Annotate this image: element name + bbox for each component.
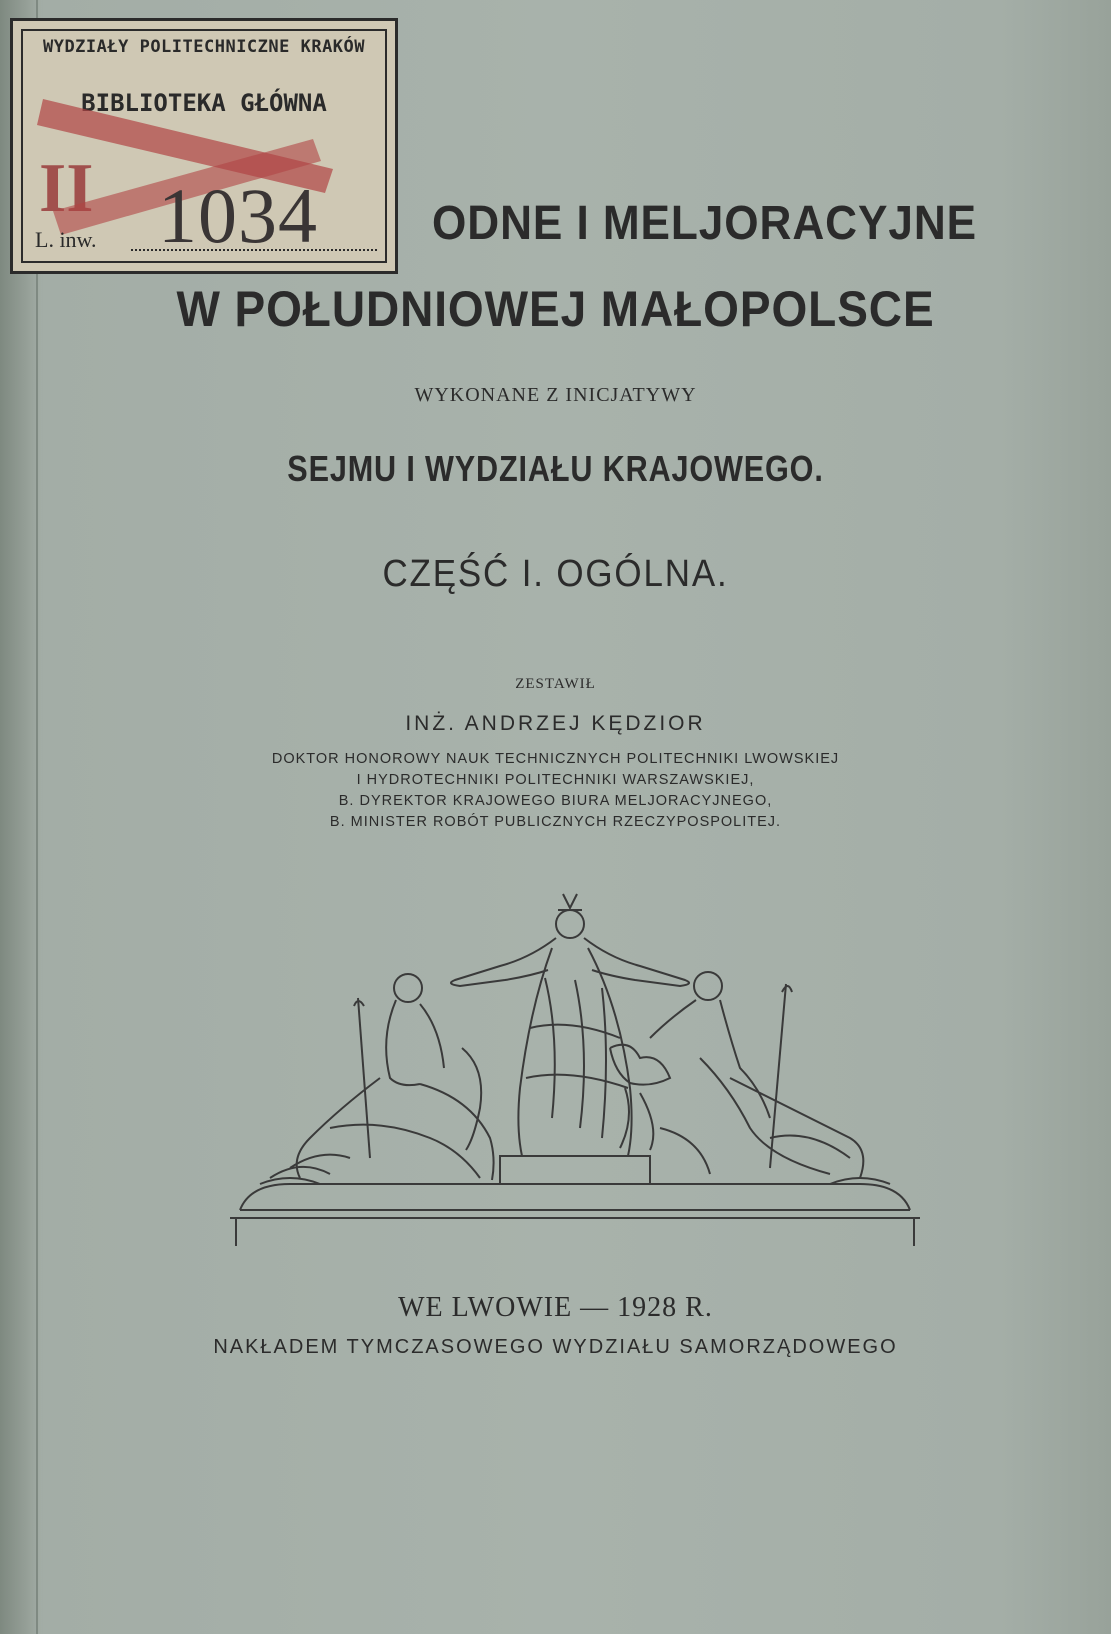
subtitle-line-2: SEJMU I WYDZIAŁU KRAJOWEGO. bbox=[287, 448, 824, 489]
author-credential: DOKTOR HONOROWY NAUK TECHNICZNYCH POLITECHNIKI LWOWSKIEJ bbox=[271, 751, 840, 767]
author-credential: I HYDROTECHNIKI POLITECHNIKI WARSZAWSKIEJ, bbox=[356, 772, 755, 788]
author-name: INŻ. ANDRZEJ KĘDZIOR bbox=[405, 712, 706, 735]
library-stamp-label bbox=[10, 18, 398, 274]
stamp-institution: WYDZIAŁY POLITECHNICZNE KRAKÓW bbox=[42, 37, 366, 57]
compiled-by-label: ZESTAWIŁ bbox=[515, 676, 596, 692]
stamp-library-name: BIBLIOTEKA GŁÓWNA bbox=[81, 89, 327, 117]
author-credential: B. MINISTER ROBÓT PUBLICZNYCH RZECZYPOSPOLITEJ. bbox=[329, 814, 782, 830]
publication-place-year: WE LWOWIE — 1928 R. bbox=[398, 1292, 713, 1323]
subtitle-line-1: WYKONANE Z INICJATYWY bbox=[414, 384, 697, 406]
title-line-2: W POŁUDNIOWEJ MAŁOPOLSCE bbox=[176, 281, 935, 337]
stamp-inventory-number: 1034 bbox=[158, 172, 318, 259]
stamp-shelf-prefix: II bbox=[39, 150, 94, 227]
part-heading: CZĘŚĆ I. OGÓLNA. bbox=[382, 553, 729, 595]
stamp-dotted-line bbox=[131, 249, 377, 251]
publisher: NAKŁADEM TYMCZASOWEGO WYDZIAŁU SAMORZĄDOWEGO bbox=[213, 1336, 898, 1358]
sculpture-illustration bbox=[230, 888, 920, 1248]
title-line-1: ODNE I MELJORACYJNE bbox=[432, 197, 978, 250]
author-credential: B. DYREKTOR KRAJOWEGO BIURA MELJORACYJNEGO, bbox=[338, 793, 773, 809]
stamp-inventory-label: L. inw. bbox=[35, 227, 97, 252]
